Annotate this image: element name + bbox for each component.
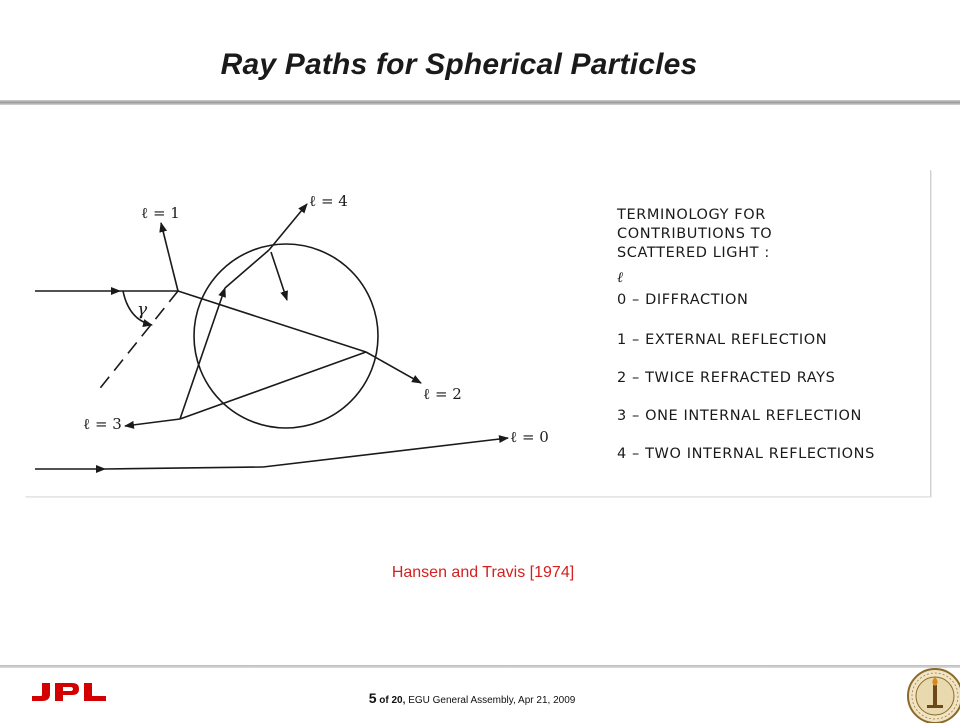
legend-row-3: 3 – ONE INTERNAL REFLECTION xyxy=(617,408,862,424)
title-divider xyxy=(0,100,960,105)
page-total: 20, xyxy=(391,695,406,706)
ray-l2 xyxy=(366,352,421,383)
legend-row-4: 4 – TWO INTERNAL REFLECTIONS xyxy=(617,446,875,462)
label-l0: ℓ = 0 xyxy=(510,428,549,446)
caption-text: Hansen and Travis [1974] xyxy=(391,564,575,581)
legend-row-2: 2 – TWICE REFRACTED RAYS xyxy=(617,370,836,386)
ray-l3 xyxy=(125,419,180,426)
ray-l0 xyxy=(263,438,508,467)
terminology-legend xyxy=(617,206,917,473)
ray-l4 xyxy=(269,204,307,250)
footer-line xyxy=(368,690,576,706)
legend-symbol: ℓ xyxy=(617,270,624,286)
legend-heading-2: CONTRIBUTIONS TO xyxy=(617,226,773,242)
ray-normal-small xyxy=(271,252,287,300)
page-number: 5 xyxy=(368,690,377,706)
label-l3: ℓ = 3 xyxy=(83,415,122,433)
page-of: of xyxy=(379,695,389,706)
legend-row-0: 0 – DIFFRACTION xyxy=(617,292,749,308)
ray-l1 xyxy=(161,223,178,291)
footer-divider xyxy=(0,665,960,668)
footer-text: EGU General Assembly, Apr 21, 2009 xyxy=(408,695,576,706)
slide-title xyxy=(0,48,960,82)
footer xyxy=(0,690,960,706)
legend-heading-3: SCATTERED LIGHT : xyxy=(617,245,770,261)
caltech-seal-icon xyxy=(903,663,960,723)
label-l4: ℓ = 4 xyxy=(309,192,348,210)
sphere-circle xyxy=(194,244,378,428)
slide-title-text: Ray Paths for Spherical Particles xyxy=(220,48,698,81)
ray-path-figure xyxy=(25,170,931,497)
ray-internal-2b xyxy=(225,250,269,288)
label-l1: ℓ = 1 xyxy=(141,204,180,222)
figure-caption xyxy=(0,564,960,582)
legend-row-1: 1 – EXTERNAL REFLECTION xyxy=(617,332,828,348)
legend-heading-1: TERMINOLOGY FOR xyxy=(617,207,766,223)
label-l2: ℓ = 2 xyxy=(423,385,462,403)
incident-ray-bottom-cont xyxy=(105,467,263,469)
label-gamma: γ xyxy=(137,300,148,320)
